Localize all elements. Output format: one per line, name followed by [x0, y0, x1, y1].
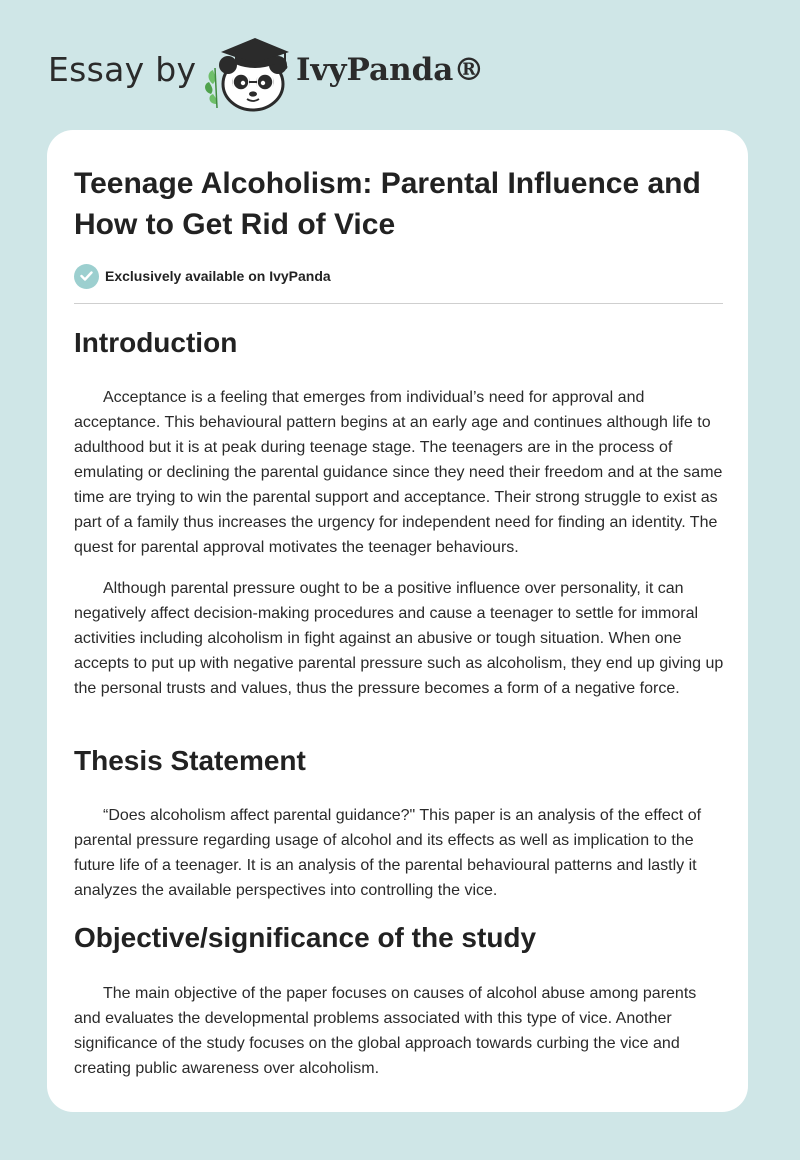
divider	[74, 303, 723, 304]
exclusive-label: Exclusively available on IvyPanda	[105, 268, 331, 284]
paragraph: The main objective of the paper focuses on causes of alcohol abuse among parents and evaluates the developmental problems associated with this type of vice. Another significance of the study focuses on the global approach towards curbing the vice and creating public awareness over alcoholism.	[74, 985, 697, 1077]
ivypanda-brand[interactable]: IvyPanda®	[296, 52, 485, 88]
essay-card	[47, 130, 748, 1112]
section-heading-objective: Objective/significance of the study	[74, 922, 537, 953]
essay-by-label: Essay by	[48, 50, 197, 89]
exclusive-badge	[74, 262, 331, 290]
section-heading-introduction: Introduction	[74, 327, 238, 358]
check-circle-icon	[74, 264, 99, 289]
site-header	[48, 30, 548, 120]
paragraph: “Does alcoholism affect parental guidance?" This paper is an analysis of the effect of parental pressure regarding usage of alcohol and its effects as well as implication to the future life of a teenager. It is an analysis of the parental behavioural patterns and lastly it analyzes the available perspectives into controlling the vice.	[74, 807, 702, 899]
paragraph: Although parental pressure ought to be a positive influence over personality, it can negatively affect decision-making procedures and cause a teenager to settle for immoral activities including alcoholism in fight against an abusive or tough situation. When one accepts to put up with negative parental pressure such as alcoholism, they end up giving up the personal trusts and values, thus the pressure becomes a form of a negative force.	[74, 580, 724, 697]
paragraph: Acceptance is a feeling that emerges from individual’s need for approval and acceptance. This behavioural pattern begins at an early age and continues although life to adulthood but it is at peak during teenage stage. The teenagers are in the process of emulating or declining the parental guidance since they need their freedom and at the same time are trying to win the parental support and acceptance. Their strong struggle to exist as part of a family thus increases the urgency for independent need for finding an identity. The quest for parental approval motivates the teenager behaviours.	[74, 389, 723, 556]
section-heading-thesis: Thesis Statement	[74, 745, 306, 776]
panda-graduate-logo-icon[interactable]	[201, 32, 293, 112]
essay-title: Teenage Alcoholism: Parental Influence and How to Get Rid of Vice	[74, 167, 701, 241]
